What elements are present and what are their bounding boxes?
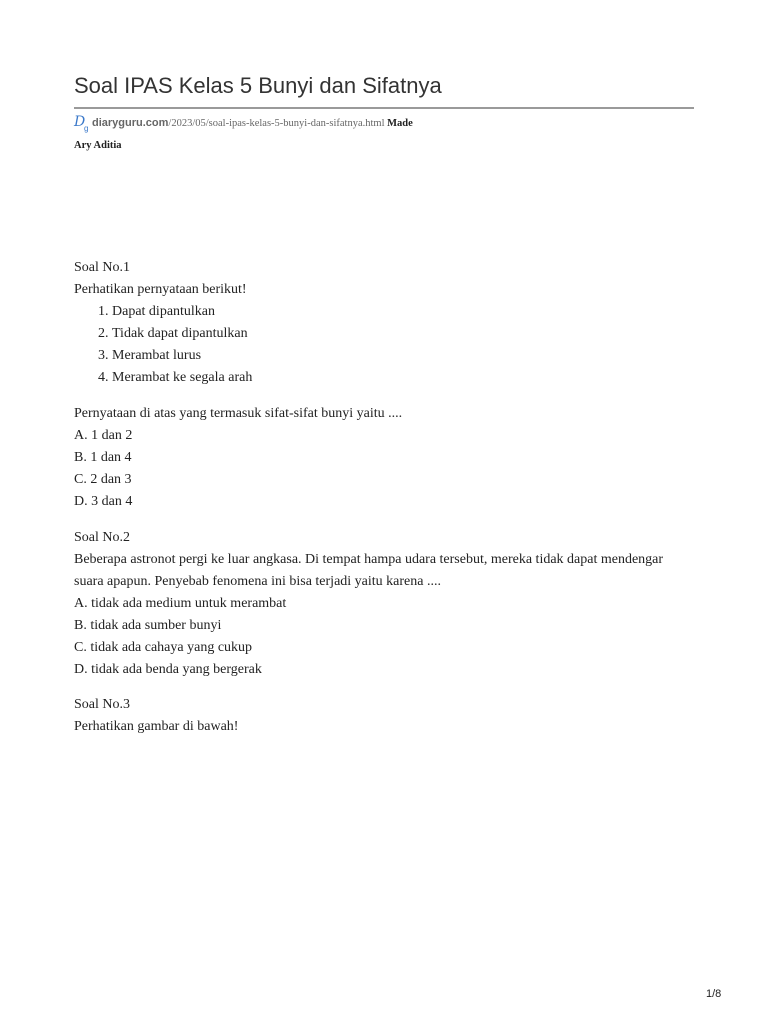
question-3	[74, 694, 694, 738]
author-first-name: Made	[387, 118, 413, 129]
statement-item: 1. Dapat dipantulkan	[112, 301, 694, 323]
diaryguru-logo-icon: D g	[74, 114, 89, 133]
page-title: Soal IPAS Kelas 5 Bunyi dan Sifatnya	[74, 73, 442, 98]
source-path[interactable]: /2023/05/soal-ipas-kelas-5-bunyi-dan-sifatnya.html	[168, 118, 385, 129]
source-line	[74, 112, 694, 157]
source-link[interactable]	[92, 118, 384, 129]
answer-option: C. 2 dan 3	[74, 472, 132, 487]
statement-list	[74, 301, 694, 389]
answer-option: A. 1 dan 2	[74, 428, 133, 443]
question-prompt: Beberapa astronot pergi ke luar angkasa. Di tempat hampa udara tersebut, mereka tidak dapat mendengar suara apapun. Penyebab fenomena ini bisa terjadi yaitu karena ....	[74, 552, 664, 589]
title-divider	[74, 107, 694, 109]
question-heading: Soal No.3	[74, 697, 130, 712]
question-1	[74, 257, 694, 513]
question-prompt: Perhatikan pernyataan berikut!	[74, 282, 247, 297]
answer-option: B. 1 dan 4	[74, 450, 132, 465]
page-number: 1/8	[706, 988, 722, 1000]
source-domain[interactable]: diaryguru.com	[92, 117, 169, 129]
author-name-rest: Ary Aditia	[74, 140, 122, 151]
question-text: Pernyataan di atas yang termasuk sifat-sifat bunyi yaitu ....	[74, 406, 403, 421]
question-2	[74, 527, 694, 681]
question-heading: Soal No.1	[74, 260, 130, 275]
question-prompt: Perhatikan gambar di bawah!	[74, 719, 239, 734]
answer-option: B. tidak ada sumber bunyi	[74, 618, 222, 633]
answer-option: D. tidak ada benda yang bergerak	[74, 662, 262, 677]
answer-option: D. 3 dan 4	[74, 494, 133, 509]
statement-item: 3. Merambat lurus	[112, 345, 694, 367]
statement-item: 4. Merambat ke segala arah	[112, 367, 694, 389]
question-heading: Soal No.2	[74, 530, 130, 545]
statement-item: 2. Tidak dapat dipantulkan	[112, 323, 694, 345]
answer-option: A. tidak ada medium untuk merambat	[74, 596, 287, 611]
answer-option: C. tidak ada cahaya yang cukup	[74, 640, 253, 655]
